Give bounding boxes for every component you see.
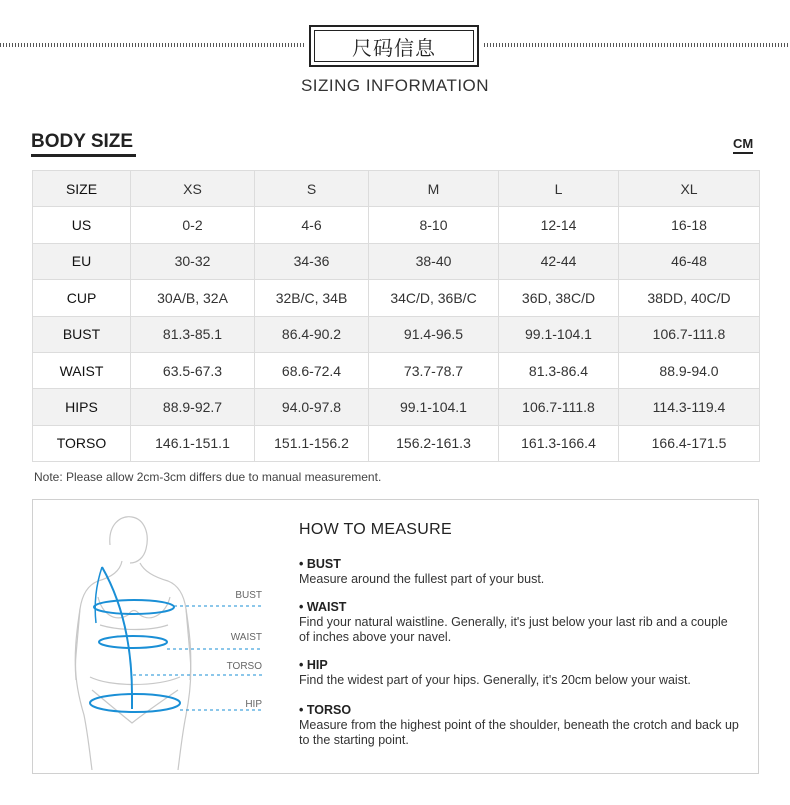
row-label: US — [33, 207, 131, 243]
waist-instruction — [299, 600, 739, 645]
table-cell: 30-32 — [131, 243, 255, 279]
table-cell: S — [255, 171, 369, 207]
table-row — [33, 171, 760, 207]
table-cell: 88.9-94.0 — [619, 352, 760, 388]
table-cell: 34-36 — [255, 243, 369, 279]
table-cell: 32B/C, 34B — [255, 280, 369, 316]
table-row — [33, 389, 760, 425]
row-label: BUST — [33, 316, 131, 352]
size-table — [32, 170, 760, 462]
table-cell: M — [369, 171, 499, 207]
table-row — [33, 243, 760, 279]
row-label: HIPS — [33, 389, 131, 425]
body-measurement-figure — [40, 505, 270, 770]
bust-instruction — [299, 557, 739, 587]
waist-heading: • WAIST — [299, 600, 347, 614]
table-cell: 106.7-111.8 — [499, 389, 619, 425]
table-cell: 156.2-161.3 — [369, 425, 499, 461]
table-cell: 73.7-78.7 — [369, 352, 499, 388]
table-cell: 166.4-171.5 — [619, 425, 760, 461]
unit-label: CM — [733, 136, 753, 154]
torso-heading: • TORSO — [299, 703, 352, 717]
bust-figure-label: BUST — [235, 590, 262, 601]
bust-text: Measure around the fullest part of your bust. — [299, 572, 545, 586]
header-divider-right — [484, 43, 790, 47]
table-cell: 161.3-166.4 — [499, 425, 619, 461]
table-row — [33, 207, 760, 243]
table-cell: XL — [619, 171, 760, 207]
table-cell: 81.3-86.4 — [499, 352, 619, 388]
waist-text: Find your natural waistline. Generally, it's just below your last rib and a couple of inches above your navel. — [299, 615, 728, 644]
page-subtitle: SIZING INFORMATION — [300, 76, 490, 95]
table-cell: 34C/D, 36B/C — [369, 280, 499, 316]
bust-heading: • BUST — [299, 557, 341, 571]
row-label: SIZE — [33, 171, 131, 207]
table-cell: 38DD, 40C/D — [619, 280, 760, 316]
hip-heading: • HIP — [299, 658, 328, 672]
table-cell: 91.4-96.5 — [369, 316, 499, 352]
hip-instruction — [299, 658, 739, 688]
body-size-underline — [31, 154, 136, 157]
page-title: 尺码信息 — [352, 35, 436, 60]
table-cell: 86.4-90.2 — [255, 316, 369, 352]
waist-figure-label: WAIST — [230, 632, 262, 643]
table-cell: 16-18 — [619, 207, 760, 243]
table-cell: 146.1-151.1 — [131, 425, 255, 461]
page-title-box — [309, 25, 479, 67]
measurement-note: Note: Please allow 2cm-3cm differs due to manual measurement. — [34, 470, 382, 484]
table-cell: 106.7-111.8 — [619, 316, 760, 352]
table-cell: 63.5-67.3 — [131, 352, 255, 388]
table-cell: 36D, 38C/D — [499, 280, 619, 316]
table-row — [33, 425, 760, 461]
row-label: CUP — [33, 280, 131, 316]
table-cell: 12-14 — [499, 207, 619, 243]
table-cell: L — [499, 171, 619, 207]
table-cell: 0-2 — [131, 207, 255, 243]
torso-figure-label: TORSO — [226, 661, 262, 672]
table-cell: 42-44 — [499, 243, 619, 279]
table-cell: 88.9-92.7 — [131, 389, 255, 425]
header-divider-left — [0, 43, 305, 47]
table-cell: 151.1-156.2 — [255, 425, 369, 461]
table-cell: 30A/B, 32A — [131, 280, 255, 316]
torso-text: Measure from the highest point of the shoulder, beneath the crotch and back up to the starting point. — [299, 718, 739, 747]
table-cell: 8-10 — [369, 207, 499, 243]
hip-figure-label: HIP — [245, 699, 262, 710]
table-row — [33, 352, 760, 388]
table-cell: 99.1-104.1 — [499, 316, 619, 352]
hip-text: Find the widest part of your hips. Generally, it's 20cm below your waist. — [299, 673, 691, 687]
table-row — [33, 280, 760, 316]
table-cell: 114.3-119.4 — [619, 389, 760, 425]
row-label: WAIST — [33, 352, 131, 388]
table-cell: 94.0-97.8 — [255, 389, 369, 425]
table-cell: 38-40 — [369, 243, 499, 279]
table-cell: 99.1-104.1 — [369, 389, 499, 425]
row-label: EU — [33, 243, 131, 279]
table-cell: 68.6-72.4 — [255, 352, 369, 388]
table-cell: XS — [131, 171, 255, 207]
how-to-measure-title: HOW TO MEASURE — [299, 521, 452, 538]
row-label: TORSO — [33, 425, 131, 461]
table-row — [33, 316, 760, 352]
table-cell: 46-48 — [619, 243, 760, 279]
torso-instruction — [299, 703, 739, 748]
body-size-title: BODY SIZE — [31, 131, 134, 152]
table-cell: 81.3-85.1 — [131, 316, 255, 352]
table-cell: 4-6 — [255, 207, 369, 243]
